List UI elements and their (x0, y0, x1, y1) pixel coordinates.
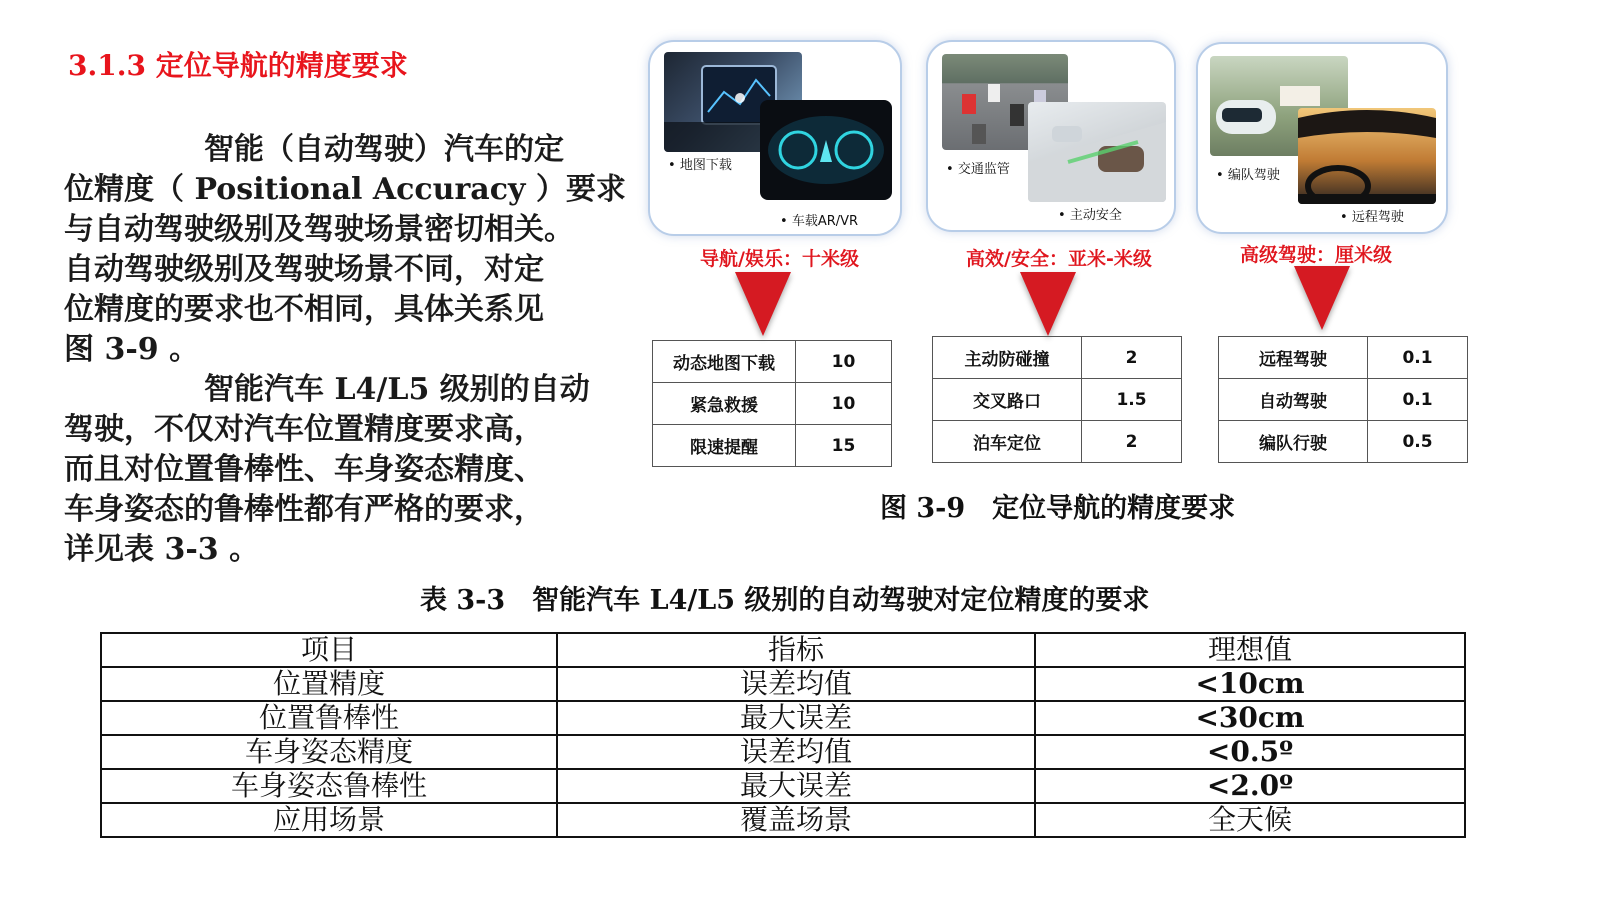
table-row (933, 379, 1182, 421)
accuracy-level-label: 高效/安全：亚米-米级 (966, 248, 1152, 270)
figure-caption: 图 3-9 定位导航的精度要求 (880, 493, 1236, 524)
table-header-row (101, 633, 1465, 667)
requirement-table (1218, 336, 1468, 463)
bullet-label: • 车载AR/VR (780, 214, 859, 229)
table-row (101, 701, 1465, 735)
table-cell: 误差均值 (557, 667, 1035, 701)
bullet-label: • 远程驾驶 (1340, 210, 1404, 225)
table-row (101, 803, 1465, 837)
accuracy-level-label: 高级驾驶：厘米级 (1240, 244, 1393, 266)
table-row (653, 383, 892, 425)
paragraph-line: 图 3-9 。 (64, 332, 200, 367)
table-cell: 编队行驶 (1219, 421, 1368, 463)
table-cell: 0.1 (1368, 379, 1468, 421)
panel-safety-card (926, 40, 1176, 232)
paragraph-line: 智能汽车 L4/L5 级别的自动 (204, 372, 590, 407)
table-cell: 动态地图下载 (653, 341, 796, 383)
paragraph-line: 驾驶，不仅对汽车位置精度要求高， (64, 412, 544, 447)
table-cell: 全天候 (1035, 803, 1465, 837)
column-header: 指标 (557, 633, 1035, 667)
column-header: 理想值 (1035, 633, 1465, 667)
table-cell: 覆盖场景 (557, 803, 1035, 837)
accuracy-requirements-table (100, 632, 1466, 838)
table-cell: 误差均值 (557, 735, 1035, 769)
table-row (101, 769, 1465, 803)
table-cell: 紧急救援 (653, 383, 796, 425)
paragraph-line: 车身姿态的鲁棒性都有严格的要求， (64, 492, 544, 527)
table-row (101, 735, 1465, 769)
table-row (1219, 337, 1468, 379)
table-row (1219, 421, 1468, 463)
active-safety-photo (1028, 102, 1166, 202)
table-cell: <2.0º (1035, 769, 1465, 803)
paragraph-line: 自动驾驶级别及驾驶场景不同，对定 (64, 252, 544, 287)
table-cell: <10cm (1035, 667, 1465, 701)
paragraph-line: 智能（自动驾驶）汽车的定 (204, 132, 564, 167)
paragraph-positional-accuracy (64, 130, 624, 370)
paragraph-line: 而且对位置鲁棒性、车身姿态精度、 (64, 452, 544, 487)
table-cell: 2 (1082, 337, 1182, 379)
bullet-label: • 交通监管 (946, 162, 1010, 177)
table-cell: 0.1 (1368, 337, 1468, 379)
down-arrow-icon (1020, 272, 1076, 336)
table-cell: <0.5º (1035, 735, 1465, 769)
table-cell: 位置精度 (101, 667, 557, 701)
table-cell: 泊车定位 (933, 421, 1082, 463)
table-caption: 表 3-3 智能汽车 L4/L5 级别的自动驾驶对定位精度的要求 (420, 585, 1150, 616)
requirement-table (652, 340, 892, 467)
table-cell: 远程驾驶 (1219, 337, 1368, 379)
table-cell: 自动驾驶 (1219, 379, 1368, 421)
table-cell: 限速提醒 (653, 425, 796, 467)
paragraph-l4-l5 (64, 370, 624, 570)
paragraph-line: 位精度（ Positional Accuracy ）要求 (64, 172, 626, 207)
vehicle-arvr-photo (760, 100, 892, 200)
paragraph-line: 位精度的要求也不相同，具体关系见 (64, 292, 544, 327)
panel-navigation-card (648, 40, 902, 236)
table-row (933, 421, 1182, 463)
bullet-label: • 地图下载 (668, 158, 732, 173)
requirement-table (932, 336, 1182, 463)
table-cell: 位置鲁棒性 (101, 701, 557, 735)
table-cell: 主动防碰撞 (933, 337, 1082, 379)
panel-advanced-driving-card (1196, 42, 1448, 234)
accuracy-level-label: 导航/娱乐：十米级 (700, 248, 859, 270)
table-cell: 车身姿态精度 (101, 735, 557, 769)
table-cell: 最大误差 (557, 701, 1035, 735)
table-cell: 交叉路口 (933, 379, 1082, 421)
table-cell: 1.5 (1082, 379, 1182, 421)
table-row (933, 337, 1182, 379)
paragraph-line: 与自动驾驶级别及驾驶场景密切相关。 (64, 212, 574, 247)
table-row (101, 667, 1465, 701)
bullet-label: • 主动安全 (1058, 208, 1122, 223)
table-cell: 15 (796, 425, 892, 467)
table-cell: 0.5 (1368, 421, 1468, 463)
table-cell: 最大误差 (557, 769, 1035, 803)
column-header: 项目 (101, 633, 557, 667)
table-cell: <30cm (1035, 701, 1465, 735)
paragraph-line: 详见表 3-3 。 (64, 532, 260, 567)
down-arrow-icon (1294, 266, 1350, 330)
table-cell: 2 (1082, 421, 1182, 463)
table-row (653, 425, 892, 467)
table-cell: 车身姿态鲁棒性 (101, 769, 557, 803)
table-cell: 10 (796, 341, 892, 383)
section-heading: 3.1.3 定位导航的精度要求 (68, 49, 408, 82)
remote-driving-photo (1298, 108, 1436, 204)
table-cell: 应用场景 (101, 803, 557, 837)
bullet-label: • 编队驾驶 (1216, 168, 1280, 183)
table-row (653, 341, 892, 383)
down-arrow-icon (735, 272, 791, 336)
table-cell: 10 (796, 383, 892, 425)
table-row (1219, 379, 1468, 421)
